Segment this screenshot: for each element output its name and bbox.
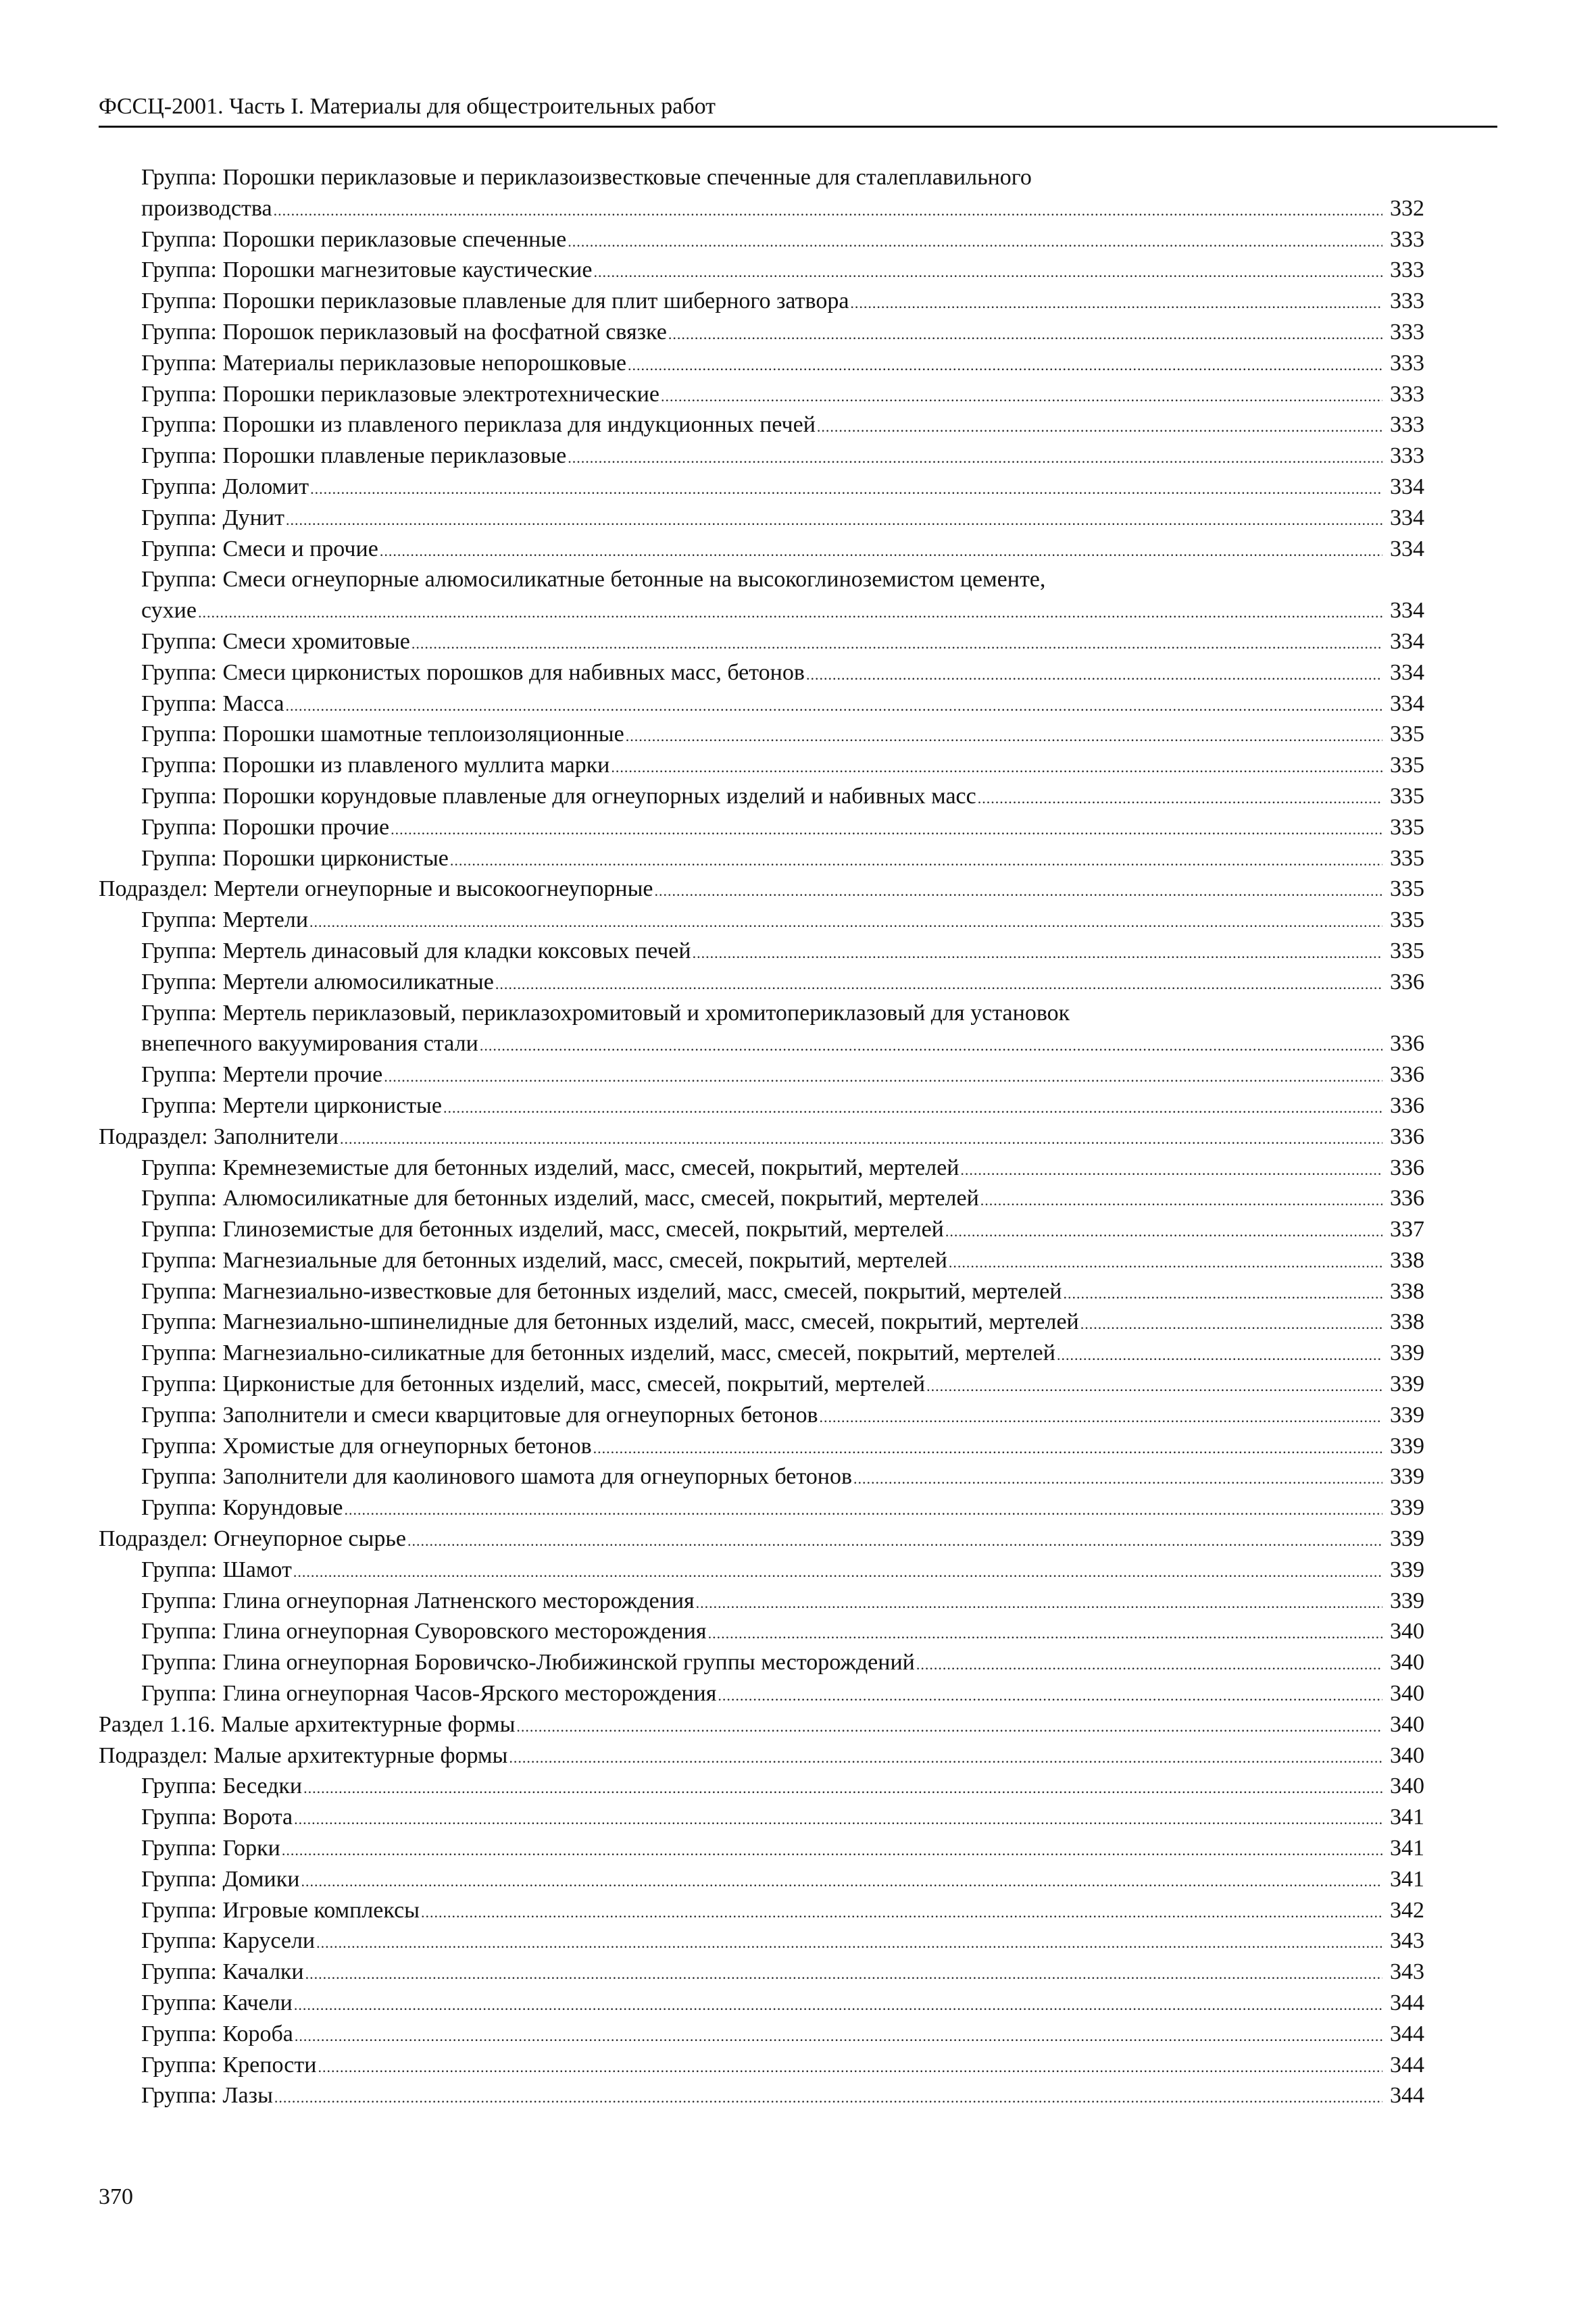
toc-entry-page: 338 [1390, 1247, 1424, 1273]
dot-leader [309, 916, 1382, 930]
dot-leader [286, 514, 1382, 528]
dot-leader [655, 885, 1382, 899]
dot-leader [509, 1751, 1382, 1765]
toc-entry [99, 905, 1424, 936]
dot-leader [421, 1906, 1382, 1919]
toc-entry-title: Группа: Смеси огнеупорные алюмосиликатные бетонные на высокоглиноземистом цементе, [141, 567, 1046, 593]
toc-entry [99, 348, 1424, 379]
toc-entry-title: Группа: Материалы периклазовые непорошковые [141, 350, 627, 376]
toc-entry-title: Группа: Качалки [141, 1959, 304, 1985]
toc-entry-page: 335 [1390, 938, 1424, 963]
dot-leader [661, 390, 1382, 403]
toc-entry-title: Группа: Мертели прочие [141, 1062, 383, 1088]
toc-entry-page: 334 [1390, 598, 1424, 624]
toc-entry [99, 936, 1424, 967]
toc-entry-page: 344 [1390, 2021, 1424, 2046]
toc-entry-page: 336 [1390, 1092, 1424, 1118]
toc-entry [99, 317, 1424, 348]
toc-entry [99, 1524, 1424, 1555]
toc-entry-page: 341 [1390, 1836, 1424, 1861]
toc-entry-title: Группа: Смеси хромитовые [141, 628, 410, 654]
toc-entry-page: 344 [1390, 2052, 1424, 2078]
toc-entry-title: Подраздел: Заполнители [99, 1124, 339, 1149]
toc-entry-title: Группа: Мертель периклазовый, периклазохромитовый и хромитопериклазовый для установок [141, 1000, 1070, 1026]
toc-entry [99, 1338, 1424, 1369]
toc-entry [99, 2080, 1424, 2111]
toc-entry-page: 344 [1390, 2083, 1424, 2109]
toc-entry-title: Группа: Порошки периклазовые спеченные [141, 226, 567, 252]
toc-entry-page: 332 [1390, 195, 1424, 221]
toc-entry [99, 1895, 1424, 1926]
dot-leader [850, 297, 1382, 311]
toc-entry-page: 340 [1390, 1650, 1424, 1676]
toc-entry-page: 343 [1390, 1928, 1424, 1954]
dot-leader [568, 235, 1382, 249]
toc-entry [99, 1864, 1424, 1895]
toc-entry-title: Подраздел: Мертели огнеупорные и высокоогнеупорные [99, 876, 653, 902]
toc-entry-page: 333 [1390, 288, 1424, 314]
toc-entry [99, 719, 1424, 750]
dot-leader [978, 793, 1382, 806]
toc-entry-page: 339 [1390, 1557, 1424, 1582]
toc-entry-title: Группа: Домики [141, 1866, 300, 1892]
toc-entry-page: 337 [1390, 1217, 1424, 1242]
toc-entry [99, 812, 1424, 843]
toc-entry [99, 781, 1424, 812]
toc-entry-title: Группа: Порошки периклазовые электротехнические [141, 381, 659, 407]
toc-entry [99, 162, 1424, 224]
toc-entry [99, 1833, 1424, 1864]
toc-entry-title: Группа: Порошок периклазовый на фосфатной связке [141, 319, 667, 345]
toc-entry-title: Группа: Мертель динасовый для кладки коксовых печей [141, 938, 691, 963]
toc-entry-page: 336 [1390, 1155, 1424, 1180]
toc-entry [99, 409, 1424, 441]
toc-entry-page: 340 [1390, 1681, 1424, 1707]
toc-entry-title: Группа: Магнезиальные для бетонных изделий, масс, смесей, покрытий, мертелей [141, 1247, 947, 1273]
toc-entry [99, 1431, 1424, 1462]
dot-leader [568, 452, 1382, 466]
toc-entry-title: Группа: Магнезиально-шпинелидные для бетонных изделий, масс, смесей, покрытий, мертелей [141, 1309, 1079, 1335]
toc-entry-title: Группа: Мертели цирконистые [141, 1092, 442, 1118]
dot-leader [1063, 1287, 1382, 1301]
dot-leader [294, 1813, 1382, 1827]
toc-entry [99, 1709, 1424, 1740]
table-of-contents [99, 162, 1424, 2111]
toc-entry [99, 967, 1424, 998]
toc-entry [99, 1740, 1424, 1771]
toc-entry-title: Группа: Ворота [141, 1805, 293, 1830]
toc-entry-title: Группа: Крепости [141, 2052, 317, 2078]
toc-entry-page: 333 [1390, 412, 1424, 438]
dot-leader [495, 978, 1382, 992]
toc-entry-page: 339 [1390, 1372, 1424, 1397]
toc-entry [99, 657, 1424, 688]
toc-entry [99, 1957, 1424, 1988]
toc-entry [99, 286, 1424, 317]
dot-leader [391, 824, 1382, 837]
toc-entry [99, 1616, 1424, 1647]
dot-leader [611, 761, 1382, 775]
toc-entry [99, 998, 1424, 1060]
dot-leader [949, 1257, 1382, 1270]
toc-entry-title: Группа: Смеси и прочие [141, 536, 378, 561]
toc-entry-title: Группа: Порошки периклазовые плавленые для плит шиберного затвора [141, 288, 849, 314]
toc-entry [99, 626, 1424, 657]
toc-entry-page: 333 [1390, 257, 1424, 283]
dot-leader [316, 1937, 1382, 1951]
toc-entry-title: Группа: Глина огнеупорная Боровичско-Любижинской группы месторождений [141, 1650, 915, 1676]
dot-leader [282, 1844, 1382, 1858]
dot-leader [286, 699, 1382, 713]
toc-entry [99, 1153, 1424, 1184]
toc-entry-title: Группа: Глина огнеупорная Часов-Ярского месторождения [141, 1681, 717, 1707]
toc-entry-page: 333 [1390, 319, 1424, 345]
toc-entry [99, 1771, 1424, 1802]
toc-entry [99, 1183, 1424, 1214]
dot-leader [310, 483, 1382, 497]
dot-leader [480, 1040, 1382, 1053]
toc-entry-page: 336 [1390, 1186, 1424, 1211]
toc-entry-title: Группа: Мертели алюмосиликатные [141, 969, 494, 995]
dot-leader [626, 730, 1382, 744]
toc-entry-title: Группа: Порошки корундовые плавленые для огнеупорных изделий и набивных масс [141, 783, 976, 809]
toc-entry-page: 333 [1390, 381, 1424, 407]
dot-leader [303, 1782, 1382, 1796]
toc-entry-page: 340 [1390, 1711, 1424, 1737]
toc-entry [99, 1122, 1424, 1153]
toc-entry [99, 1988, 1424, 2019]
dot-leader [345, 1504, 1382, 1517]
dot-leader [820, 1411, 1382, 1425]
dot-leader [960, 1163, 1382, 1177]
dot-leader [593, 1442, 1382, 1455]
toc-entry-title: Подраздел: Малые архитектурные формы [99, 1742, 508, 1768]
toc-entry-page: 338 [1390, 1278, 1424, 1304]
toc-entry-title: Группа: Масса [141, 690, 284, 716]
running-header: ФССЦ-2001. Часть I. Материалы для общестроительных работ [99, 94, 716, 119]
toc-entry-title: Группа: Цирконистые для бетонных изделий, масс, смесей, покрытий, мертелей [141, 1372, 926, 1397]
toc-entry [99, 688, 1424, 720]
toc-entry-page: 334 [1390, 659, 1424, 685]
dot-leader [693, 947, 1382, 961]
toc-entry-title: Группа: Порошки из плавленого муллита марки [141, 753, 610, 778]
toc-entry-title: Группа: Качели [141, 1990, 293, 2016]
toc-entry [99, 1245, 1424, 1276]
toc-entry-page: 336 [1390, 1124, 1424, 1149]
page-number: 370 [99, 2184, 133, 2209]
toc-entry-title: Группа: Порошки прочие [141, 814, 390, 840]
toc-entry [99, 2050, 1424, 2081]
toc-entry [99, 255, 1424, 286]
toc-entry-page: 341 [1390, 1805, 1424, 1830]
toc-entry [99, 472, 1424, 503]
toc-entry-title: Подраздел: Огнеупорное сырье [99, 1526, 406, 1552]
toc-entry-title: Группа: Смеси цирконистых порошков для набивных масс, бетонов [141, 659, 805, 685]
toc-entry-page: 335 [1390, 876, 1424, 902]
toc-entry-title: Группа: Игровые комплексы [141, 1897, 420, 1923]
toc-entry [99, 1369, 1424, 1400]
toc-entry-title: Группа: Кремнеземистые для бетонных изделий, масс, смесей, покрытий, мертелей [141, 1155, 959, 1180]
toc-entry [99, 1802, 1424, 1833]
dot-leader [305, 1968, 1382, 1982]
toc-entry-page: 339 [1390, 1464, 1424, 1490]
toc-entry-page: 344 [1390, 1990, 1424, 2016]
toc-entry [99, 503, 1424, 534]
dot-leader [198, 607, 1382, 620]
toc-entry [99, 1090, 1424, 1122]
dot-leader [916, 1659, 1382, 1672]
dot-leader [668, 328, 1382, 342]
toc-entry-page: 336 [1390, 969, 1424, 995]
dot-leader [295, 2030, 1382, 2044]
dot-leader [301, 1876, 1382, 1889]
toc-entry-title: Группа: Шамот [141, 1557, 292, 1582]
toc-entry-page: 340 [1390, 1774, 1424, 1799]
dot-leader [274, 2092, 1382, 2105]
toc-entry-title: Группа: Глина огнеупорная Латненского месторождения [141, 1588, 695, 1613]
toc-entry-title: Группа: Алюмосиликатные для бетонных изделий, масс, смесей, покрытий, мертелей [141, 1186, 979, 1211]
toc-entry-page: 336 [1390, 1062, 1424, 1088]
toc-entry-page: 341 [1390, 1866, 1424, 1892]
toc-entry-title: Группа: Корундовые [141, 1495, 343, 1521]
dot-leader [516, 1721, 1382, 1734]
dot-leader [380, 545, 1382, 558]
toc-entry-title: Группа: Глиноземистые для бетонных изделий, масс, смесей, покрытий, мертелей [141, 1217, 944, 1242]
dot-leader [708, 1628, 1382, 1641]
dot-leader [1057, 1349, 1382, 1363]
toc-entry-title: Группа: Порошки из плавленого периклаза для индукционных печей [141, 412, 816, 438]
dot-leader [274, 205, 1382, 218]
toc-entry-page: 339 [1390, 1495, 1424, 1521]
toc-entry-page: 339 [1390, 1526, 1424, 1552]
toc-entry [99, 2019, 1424, 2050]
toc-entry-title: Группа: Доломит [141, 474, 309, 499]
toc-entry-page: 333 [1390, 443, 1424, 469]
dot-leader [412, 638, 1382, 651]
dot-leader [853, 1473, 1382, 1486]
toc-entry-title: Группа: Заполнители для каолинового шамота для огнеупорных бетонов [141, 1464, 853, 1490]
toc-entry-title: Группа: Порошки шамотные теплоизоляционные [141, 722, 624, 747]
toc-entry-title: Группа: Магнезиально-известковые для бетонных изделий, масс, смесей, покрытий, мертелей [141, 1278, 1062, 1304]
toc-entry [99, 750, 1424, 781]
toc-entry-title: Группа: Порошки магнезитовые каустические [141, 257, 593, 283]
toc-entry-page: 334 [1390, 536, 1424, 561]
toc-entry-title: Группа: Заполнители и смеси кварцитовые для огнеупорных бетонов [141, 1402, 818, 1428]
dot-leader [628, 359, 1382, 373]
toc-entry-title: Группа: Порошки цирконистые [141, 845, 449, 871]
dot-leader [593, 266, 1382, 280]
toc-entry-page: 340 [1390, 1619, 1424, 1644]
toc-entry [99, 1586, 1424, 1617]
toc-entry-page: 334 [1390, 690, 1424, 716]
dot-leader [696, 1596, 1382, 1610]
toc-entry-page: 335 [1390, 814, 1424, 840]
toc-entry-page: 339 [1390, 1433, 1424, 1459]
toc-entry-title: Группа: Карусели [141, 1928, 316, 1954]
toc-entry [99, 1926, 1424, 1957]
toc-entry [99, 1492, 1424, 1524]
dot-leader [293, 1566, 1382, 1580]
toc-entry-title: производства [141, 195, 272, 221]
toc-entry-title: сухие [141, 598, 197, 624]
toc-entry [99, 1647, 1424, 1678]
toc-entry-page: 335 [1390, 753, 1424, 778]
toc-entry [99, 1400, 1424, 1431]
dot-leader [926, 1380, 1382, 1394]
toc-entry-page: 342 [1390, 1897, 1424, 1923]
toc-entry-title: Группа: Горки [141, 1836, 280, 1861]
toc-entry-page: 339 [1390, 1340, 1424, 1366]
toc-entry-title: Группа: Порошки периклазовые и периклазоизвестковые спеченные для сталеплавильного [141, 165, 1032, 190]
header-rule [99, 126, 1497, 128]
dot-leader [450, 854, 1382, 867]
dot-leader [980, 1194, 1382, 1208]
dot-leader [1080, 1318, 1382, 1332]
toc-entry [99, 1461, 1424, 1492]
dot-leader [384, 1071, 1382, 1084]
toc-entry-title: Раздел 1.16. Малые архитектурные формы [99, 1711, 516, 1737]
toc-entry-page: 335 [1390, 783, 1424, 809]
toc-entry-page: 339 [1390, 1588, 1424, 1613]
toc-entry [99, 564, 1424, 626]
toc-entry [99, 1307, 1424, 1338]
toc-entry [99, 843, 1424, 874]
toc-entry-page: 336 [1390, 1031, 1424, 1057]
dot-leader [294, 1999, 1382, 2013]
toc-entry [99, 1555, 1424, 1586]
toc-entry-page: 339 [1390, 1402, 1424, 1428]
toc-entry-title: Группа: Лазы [141, 2083, 273, 2109]
toc-entry-title: Группа: Порошки плавленые периклазовые [141, 443, 567, 469]
toc-entry-page: 334 [1390, 474, 1424, 499]
dot-leader [340, 1133, 1382, 1147]
dot-leader [443, 1102, 1382, 1115]
toc-entry-page: 343 [1390, 1959, 1424, 1985]
toc-entry-title: Группа: Беседки [141, 1774, 303, 1799]
toc-entry-page: 333 [1390, 226, 1424, 252]
toc-entry-page: 333 [1390, 350, 1424, 376]
toc-entry-page: 340 [1390, 1742, 1424, 1768]
toc-entry [99, 874, 1424, 905]
toc-entry [99, 379, 1424, 410]
toc-entry [99, 534, 1424, 565]
toc-entry-title: Группа: Дунит [141, 505, 284, 530]
dot-leader [318, 2061, 1382, 2074]
toc-entry-page: 334 [1390, 628, 1424, 654]
toc-entry-page: 334 [1390, 505, 1424, 530]
toc-entry-page: 335 [1390, 722, 1424, 747]
toc-entry-page: 335 [1390, 845, 1424, 871]
toc-entry [99, 1059, 1424, 1090]
toc-entry [99, 1678, 1424, 1709]
toc-entry-title: Группа: Глина огнеупорная Суворовского месторождения [141, 1619, 707, 1644]
toc-entry [99, 224, 1424, 255]
toc-entry-page: 338 [1390, 1309, 1424, 1335]
dot-leader [718, 1690, 1382, 1703]
toc-entry [99, 1214, 1424, 1245]
toc-entry [99, 441, 1424, 472]
toc-entry-title: Группа: Магнезиально-силикатные для бетонных изделий, масс, смесей, покрытий, мертелей [141, 1340, 1055, 1366]
dot-leader [945, 1226, 1382, 1239]
dot-leader [806, 669, 1382, 682]
toc-entry-title: Группа: Хромистые для огнеупорных бетонов [141, 1433, 592, 1459]
dot-leader [817, 421, 1382, 434]
toc-entry-title: Группа: Мертели [141, 907, 309, 933]
dot-leader [407, 1535, 1382, 1549]
toc-entry-title: Группа: Короба [141, 2021, 293, 2046]
toc-entry-title: внепечного вакуумирования стали [141, 1031, 478, 1057]
toc-entry [99, 1276, 1424, 1307]
toc-entry-page: 335 [1390, 907, 1424, 933]
